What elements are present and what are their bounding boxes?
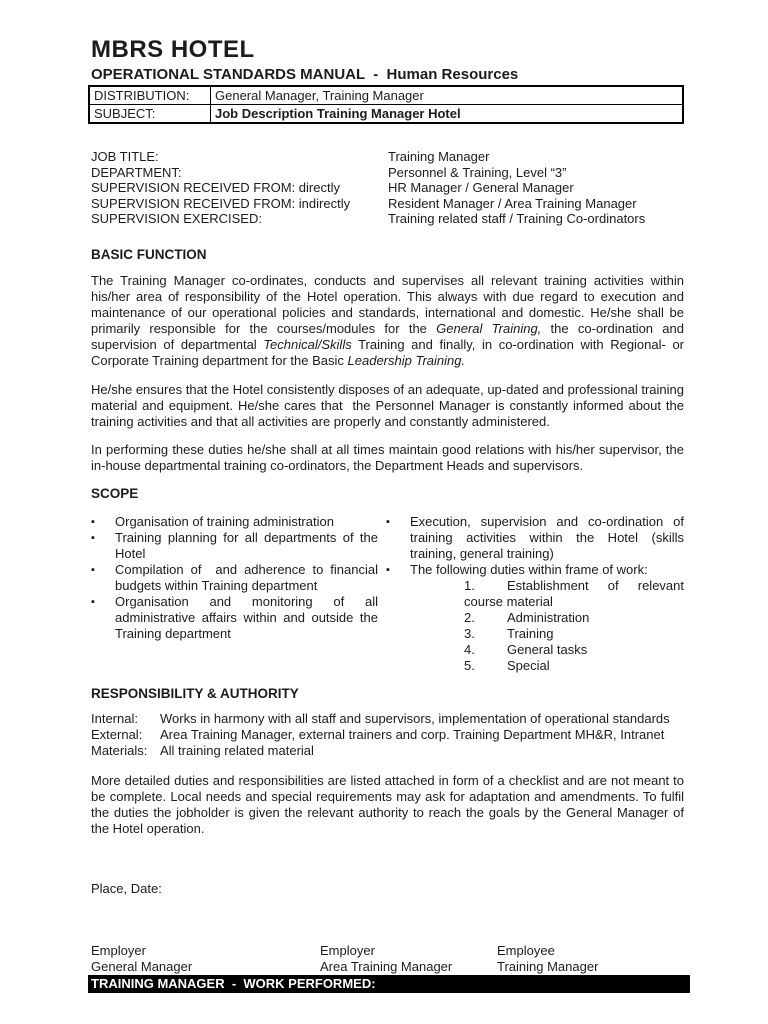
scope-bullet-item <box>91 514 378 530</box>
department-label: DEPARTMENT: <box>91 164 182 180</box>
bullet-square-icon: ▪ <box>386 563 390 576</box>
scope-bullet-item <box>386 562 684 578</box>
signature-column-employer-gm <box>91 943 320 975</box>
manual-title: OPERATIONAL STANDARDS MANUAL - Human Resources <box>91 66 519 83</box>
signature-title: Area Training Manager <box>320 958 453 974</box>
responsibility-rows <box>91 711 684 759</box>
responsibility-external-label: External: <box>91 726 143 742</box>
department-row <box>91 165 684 181</box>
responsibility-paragraph: More detailed duties and responsibilities are listed attached in form of a checklist and are not meant to be complete. Local needs and special requirements may ask for adaptation and amendments. To fulfil the duties the jobholder is given the relevant authority to reach the goals by the General Manager of the Hotel operation. <box>91 772 684 836</box>
numbered-item-text: Establishment of relevant course material <box>464 577 684 609</box>
distribution-label: DISTRIBUTION: <box>89 86 211 105</box>
header-table <box>88 85 684 124</box>
supervision-exercised-row <box>91 211 684 227</box>
bullet-square-icon: ▪ <box>91 531 95 544</box>
numbered-item <box>437 642 684 658</box>
responsibility-external-row <box>91 727 684 743</box>
supervision-indirect-label: SUPERVISION RECEIVED FROM: indirectly <box>91 195 351 211</box>
job-info-block <box>91 149 684 227</box>
scope-heading: SCOPE <box>91 485 139 501</box>
scope-bullet-item <box>91 561 382 594</box>
hotel-name: MBRS HOTEL <box>91 36 255 63</box>
numbered-item-number: 5. <box>464 657 475 673</box>
numbered-item-text: General tasks <box>507 641 588 657</box>
scope-bullet-item <box>91 529 382 562</box>
responsibility-heading: RESPONSIBILITY & AUTHORITY <box>91 685 299 701</box>
numbered-item <box>437 658 684 674</box>
supervision-exercised-value: Training related staff / Training Co-ordinators <box>388 211 646 226</box>
responsibility-internal-value: Works in harmony with all staff and supervisors, implementation of operational standards <box>160 710 670 726</box>
scope-numbered-list <box>437 578 684 674</box>
scope-columns <box>91 513 688 674</box>
supervision-direct-label: SUPERVISION RECEIVED FROM: directly <box>91 180 340 195</box>
numbered-item <box>437 626 684 642</box>
distribution-value: General Manager, Training Manager <box>211 86 684 105</box>
numbered-item-text: Special <box>507 657 550 673</box>
distribution-row <box>89 86 683 105</box>
signature-column-employer-atm <box>320 943 497 975</box>
bullet-square-icon: ▪ <box>91 595 95 608</box>
responsibility-materials-value: All training related material <box>160 742 314 758</box>
scope-bullet-item <box>91 593 382 642</box>
scope-bullet-text: Training planning for all departments of the Hotel <box>115 529 382 561</box>
job-title-value: Training Manager <box>388 149 490 164</box>
scope-bullet-text: Compilation of and adherence to financial budgets within Training department <box>115 561 382 593</box>
subject-row <box>89 105 683 124</box>
bullet-square-icon: ▪ <box>386 515 390 528</box>
work-performed-bar: TRAINING MANAGER - WORK PERFORMED: <box>88 975 690 993</box>
signature-block <box>91 943 684 975</box>
numbered-item-number: 3. <box>464 625 475 641</box>
responsibility-external-value: Area Training Manager, external trainers and corp. Training Department MH&R, Intranet <box>160 726 665 742</box>
supervision-direct-value: HR Manager / General Manager <box>388 180 574 195</box>
signature-role: Employee <box>497 942 555 958</box>
scope-bullet-text: Organisation and monitoring of all administrative affairs within and outside the Training department <box>115 593 382 641</box>
scope-bullet-text: Organisation of training administration <box>115 513 334 529</box>
job-title-row <box>91 149 684 165</box>
signature-role: Employer <box>91 942 146 958</box>
numbered-item-number: 4. <box>464 641 475 657</box>
supervision-indirect-row <box>91 196 684 212</box>
department-value: Personnel & Training, Level “3” <box>388 164 567 180</box>
subject-value: Job Description Training Manager Hotel <box>211 105 684 124</box>
numbered-item-number: 1. <box>464 577 475 593</box>
numbered-item-text: Training <box>507 625 554 641</box>
basic-function-paragraph-3: In performing these duties he/she shall at all times maintain good relations with his/her supervisor, the in-house departmental training co-ordinators, the Department Heads and supervisors. <box>91 441 684 473</box>
responsibility-internal-label: Internal: <box>91 710 138 726</box>
scope-bullet-text: Execution, supervision and co-ordination of training activities within the Hotel (skills training, general training) <box>410 513 688 561</box>
numbered-item <box>437 578 684 610</box>
basic-function-paragraph-1: The Training Manager co-ordinates, conducts and supervises all relevant training activities within his/her area of responsibility of the Hotel operation. This always with due regard to execution and maintenance of our operational policies and standards, international and domestic. He/she shall be primarily responsible for the courses/modules for the General Training, the co-ordination and supervision of departmental Technical/Skills Training and finally, in co-ordination with Regional- or Corporate Training department for the Basic Leadership Training. <box>91 272 685 368</box>
numbered-item-text: Administration <box>507 609 590 625</box>
numbered-item-number: 2. <box>464 609 475 625</box>
place-date-label: Place, Date: <box>91 880 162 896</box>
bullet-square-icon: ▪ <box>91 563 95 576</box>
supervision-indirect-value: Resident Manager / Area Training Manager <box>388 195 637 211</box>
basic-function-paragraph-2: He/she ensures that the Hotel consistently disposes of an adequate, up-dated and professional training material and equipment. He/she cares that the Personnel Manager is constantly informed about the training activities and that all activities are properly and constantly administered. <box>91 381 688 429</box>
job-title-label: JOB TITLE: <box>91 149 159 164</box>
supervision-direct-row <box>91 180 684 196</box>
scope-left-column <box>91 513 382 674</box>
numbered-item <box>437 610 684 626</box>
responsibility-materials-row <box>91 743 684 759</box>
scope-bullet-text: The following duties within frame of work: <box>410 561 648 577</box>
signature-role: Employer <box>320 942 375 958</box>
scope-right-column <box>386 513 688 674</box>
responsibility-materials-label: Materials: <box>91 742 148 758</box>
subject-label: SUBJECT: <box>89 105 211 124</box>
signature-title: General Manager <box>91 958 193 974</box>
supervision-exercised-label: SUPERVISION EXERCISED: <box>91 211 262 226</box>
responsibility-internal-row <box>91 711 684 727</box>
scope-bullet-item <box>386 513 688 562</box>
signature-title: Training Manager <box>497 958 599 974</box>
signature-column-employee-tm <box>497 943 684 975</box>
bullet-square-icon: ▪ <box>91 515 95 528</box>
basic-function-heading: BASIC FUNCTION <box>91 246 207 262</box>
